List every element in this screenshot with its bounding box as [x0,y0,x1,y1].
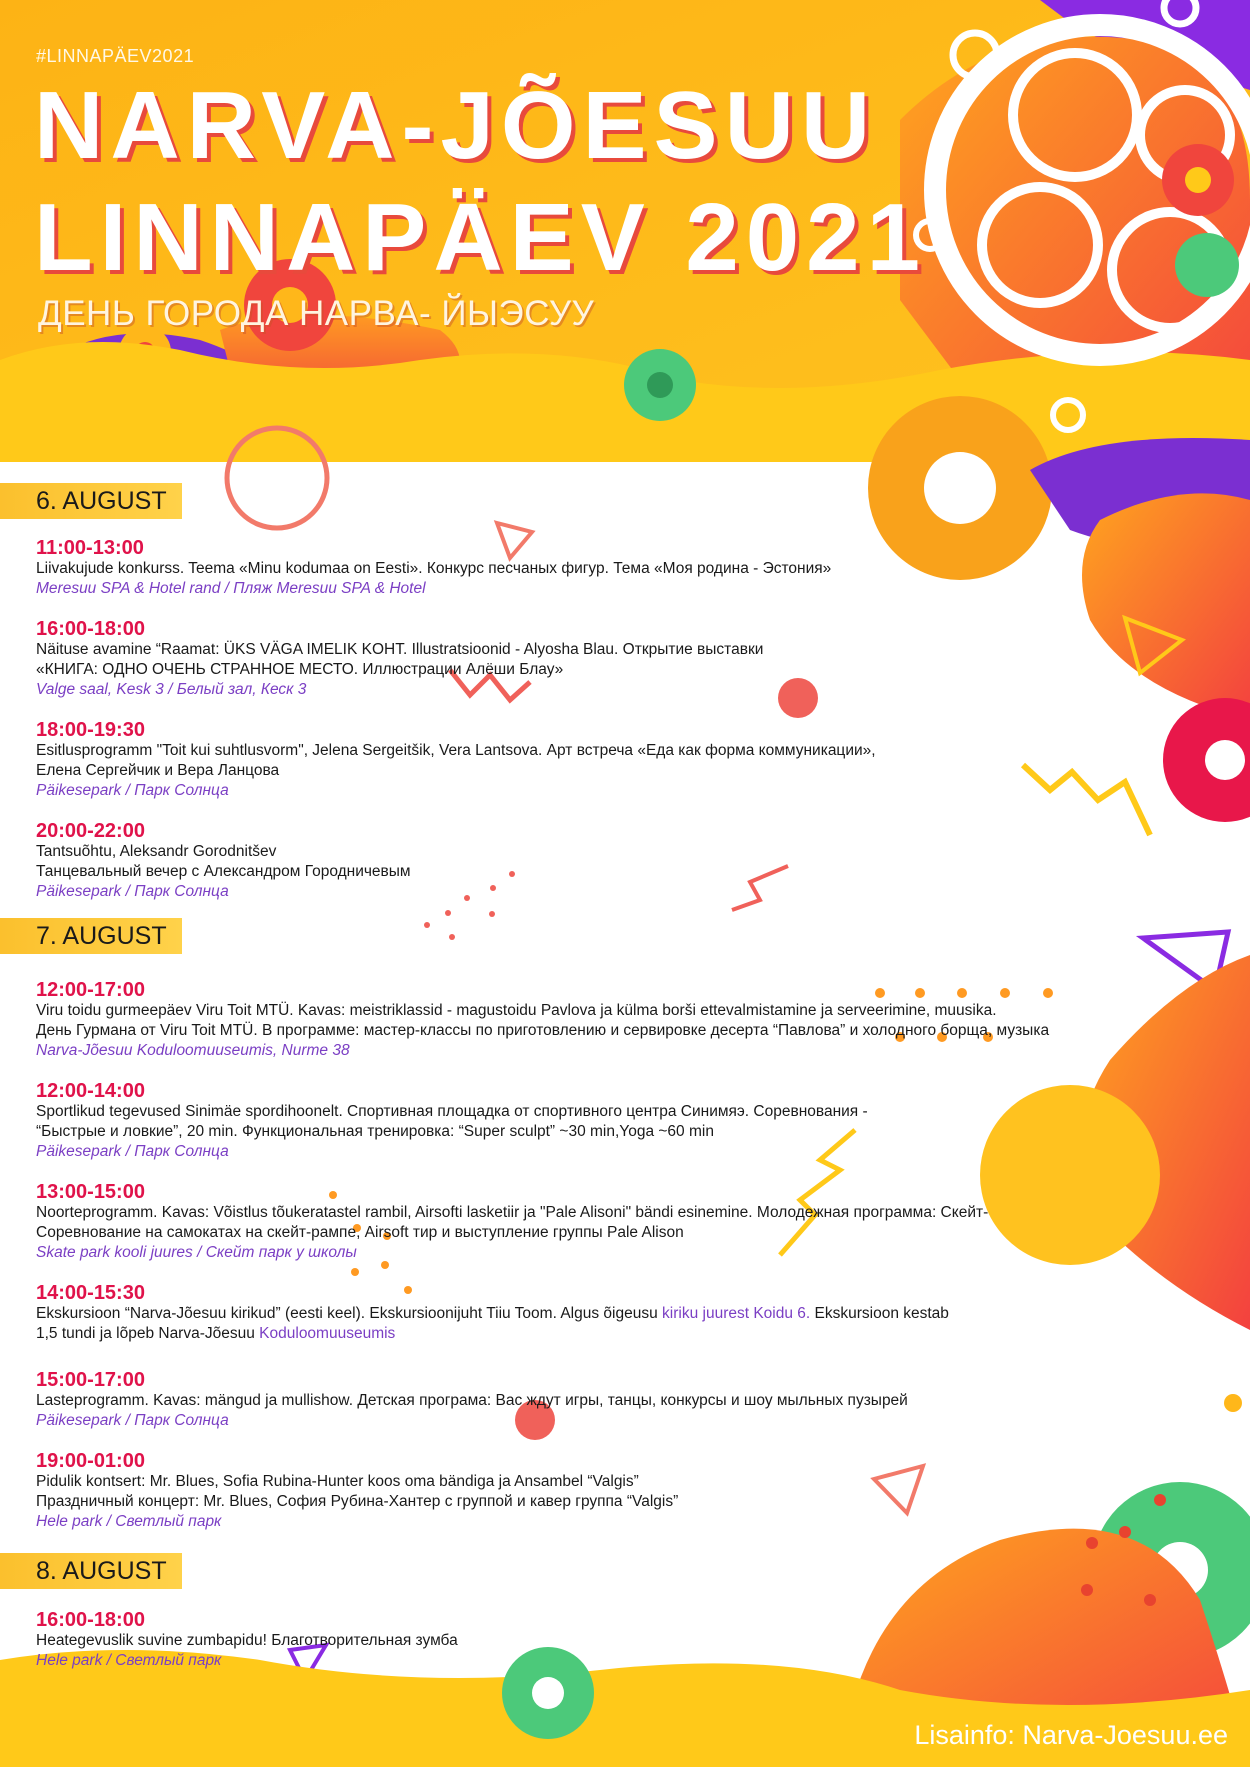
event-location-link[interactable]: kiriku juurest Koidu 6. [662,1305,811,1322]
event-location: Narva-Jõesuu Koduloomuuseumis, Nurme 38 [36,1042,350,1059]
event-location: Päikesepark / Парк Солнца [36,1412,229,1429]
event-location: Hele park / Светлый парк [36,1513,222,1530]
event-location: Skate park kooli juures / Скейт парк у школы [36,1244,357,1261]
event-description [36,1304,1226,1324]
day-header-6-august: 6. AUGUST [0,483,182,519]
event-description: Танцевальный вечер с Александром Городничевым [36,863,411,880]
event-text: Ekskursioon kestab [810,1305,949,1322]
event-time: 13:00-15:00 [36,1181,145,1203]
event-item [36,618,1226,700]
event-time: 16:00-18:00 [36,1609,145,1631]
hashtag: #LINNAPÄEV2021 [36,46,195,66]
event-time: 12:00-17:00 [36,979,145,1001]
event-item [36,719,1226,801]
event-time: 19:00-01:00 [36,1450,145,1472]
event-location: Päikesepark / Парк Солнца [36,883,229,900]
event-description: Соревнование на самокатах на скейт-рампе, Airsoft тир и выступление группы Pale Alison [36,1224,684,1241]
event-description: Праздничный концерт: Mr. Blues, София Рубина-Хантер с группой и кавер группа “Valgis” [36,1493,679,1510]
event-time: 12:00-14:00 [36,1080,145,1102]
event-location: Meresuu SPA & Hotel rand / Пляж Meresuu SPA & Hotel [36,580,426,597]
event-time: 20:00-22:00 [36,820,145,842]
event-location: Hele park / Светлый парк [36,1652,222,1669]
event-description: Sportlikud tegevused Sinimäe spordihoonelt. Спортивная площадка от спортивного центра Синимяэ. Соревнования - [36,1103,868,1120]
event-description: Viru toidu gurmeepäev Viru Toit MTÜ. Kavas: meistriklassid - magustoidu Pavlova ja külma borši ettevalmistamine ja serveerimine, muusika. [36,1002,997,1019]
event-item [36,1282,1226,1344]
event-text: Ekskursioon “Narva-Jõesuu kirikud” (eesti keel). Ekskursioonijuht Tiiu Toom. Algus õigeusu [36,1305,663,1322]
event-description: Liivakujude konkurss. Teema «Minu kodumaa on Eesti». Конкурс песчаных фигур. Тема «Моя родина - Эстония» [36,560,832,577]
event-item [36,979,1226,1061]
event-description: Елена Сергейчик и Вера Ланцова [36,762,280,779]
event-location-link[interactable]: Koduloomuuseumis [259,1325,396,1342]
event-item [36,1450,1226,1532]
event-description: “Быстрые и ловкие”, 20 min. Функциональная тренировка: “Super sculpt” ~30 min,Yoga ~60 min [36,1123,714,1140]
event-item [36,537,1226,599]
day-header-8-august: 8. AUGUST [0,1553,182,1589]
event-description: Tantsuõhtu, Aleksandr Gorodnitšev [36,843,277,860]
subtitle: ДЕНЬ ГОРОДА НАРВА- ЙЫЭСУУ [38,294,595,333]
event-item [36,1181,1226,1263]
title-line-1: NARVA-JÕESUU [34,72,878,179]
event-description: «КНИГА: ОДНО ОЧЕНЬ СТРАННОЕ МЕСТО. Иллюстрации Алёши Блау» [36,661,564,678]
event-description: Noorteprogramm. Kavas: Võistlus tõukeratastel rambil, Airsofti lasketiir ja "Pale Alisoni" bändi esinemine. Молодежная программа: Скейт- [36,1204,989,1221]
event-item [36,1369,1226,1431]
event-location: Päikesepark / Парк Солнца [36,1143,229,1160]
event-description: Lasteprogramm. Kavas: mängud ja mullishow. Детская програма: Вас ждут игры, танцы, конкурсы и шоу мыльных пузырей [36,1392,908,1409]
event-description [36,1324,1226,1344]
title-line-2: LINNAPÄEV 2021 [34,184,927,291]
event-location: Valge saal, Kesk 3 / Белый зал, Кеск 3 [36,681,307,698]
event-time: 11:00-13:00 [36,537,144,559]
event-item [36,1609,1226,1671]
event-item [36,820,1226,902]
event-description: Pidulik kontsert: Mr. Blues, Sofia Rubina-Hunter koos oma bändiga ja Ansambel “Valgis” [36,1473,639,1490]
event-time: 14:00-15:30 [36,1282,145,1304]
event-item [36,1080,1226,1162]
event-location: Päikesepark / Парк Солнца [36,782,229,799]
event-description: Heategevuslik suvine zumbapidu! Благотворительная зумба [36,1632,458,1649]
event-time: 15:00-17:00 [36,1369,145,1391]
footer-info-link[interactable]: Lisainfo: Narva-Joesuu.ee [914,1720,1228,1750]
event-description: Esitlusprogramm "Toit kui suhtlusvorm", Jelena Sergeitšik, Vera Lantsova. Арт встреча «Еда как форма коммуникации», [36,742,876,759]
day-header-7-august: 7. AUGUST [0,918,182,954]
event-description: Näituse avamine “Raamat: ÜKS VÄGA IMELIK KOHT. Illustratsioonid - Alyosha Blau. Открытие выставки [36,641,764,658]
event-time: 16:00-18:00 [36,618,145,640]
event-text: 1,5 tundi ja lõpeb Narva-Jõesuu [36,1325,260,1342]
event-description: День Гурмана от Viru Toit MTÜ. В программе: мастер-классы по приготовлению и сервировке десерта “Павлова” и холодного борща, музыка [36,1022,1050,1039]
event-time: 18:00-19:30 [36,719,145,741]
